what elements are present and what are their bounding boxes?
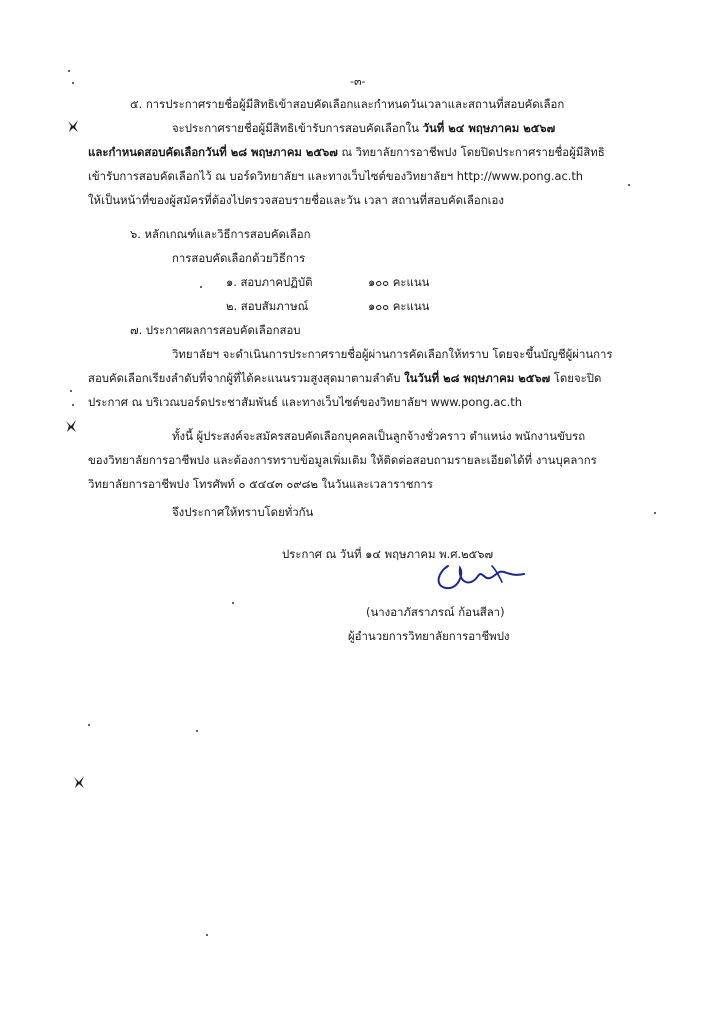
scan-speck — [70, 390, 72, 392]
section-5-line-2-date: และกำหนดสอบคัดเลือกวันที่ ๒๘ พฤษภาคม ๒๕๖๗ — [88, 145, 338, 159]
section-5-line-1-text: จะประกาศรายชื่อผู้มีสิทธิเข้ารับการสอบคัดเลือกใน — [172, 121, 423, 135]
section-5-line-1 — [172, 120, 555, 136]
section-7-line-2-date: ในวันที่ ๒๘ พฤษภาคม ๒๕๖๗ — [404, 371, 551, 385]
section-7-line-1: วิทยาลัยฯ จะดำเนินการประกาศรายชื่อผู้ผ่านการคัดเลือกให้ทราบ โดยจะขึ้นบัญชีผู้ผ่านการ — [172, 347, 613, 361]
section-6-heading: ๖. หลักเกณฑ์และวิธีการสอบคัดเลือก — [130, 227, 311, 241]
method-item-1 — [226, 274, 313, 290]
page-number: -๓- — [350, 75, 366, 88]
scan-speck — [232, 602, 234, 604]
scan-speck — [654, 512, 656, 514]
scan-speck — [72, 82, 74, 84]
scan-speck — [72, 404, 74, 406]
section-7-heading: ๗. ประกาศผลการสอบคัดเลือกสอบ — [130, 323, 301, 337]
announcement-date: ประกาศ ณ วันที่ ๑๔ พฤษภาคม พ.ศ.๒๕๖๗ — [282, 547, 494, 561]
section-5-heading: ๕. การประกาศรายชื่อผู้มีสิทธิเข้าสอบคัดเลือกและกำหนดวันเวลาและสถานที่สอบคัดเลือก — [130, 97, 565, 111]
scan-speck — [206, 934, 208, 936]
closing-line-2: ของวิทยาลัยการอาชีพปง และต้องการทราบข้อมูลเพิ่มเติม ให้ติดต่อสอบถามรายละเอียดได้ที่ งานบุคลากร — [88, 453, 597, 467]
section-5-line-1-date: วันที่ ๒๔ พฤษภาคม ๒๕๖๗ — [422, 121, 556, 135]
signatory-name: (นางอาภัสราภรณ์ ก้อนสีลา) — [366, 605, 505, 619]
method-item-2 — [226, 298, 308, 314]
method-item-2-score: ๑๐๐ คะแนน — [368, 299, 430, 313]
closing-line-1: ทั้งนี้ ผู้ประสงค์จะสมัครสอบคัดเลือกบุคคลเป็นลูกจ้างชั่วคราว ตำแหน่ง พนักงานขับรถ — [172, 429, 586, 443]
scan-speck — [88, 724, 90, 726]
section-5-line-2 — [88, 144, 605, 160]
section-7-line-3: ประกาศ ณ บริเวณบอร์ดประชาสัมพันธ์ และทางเว็บไซต์ของวิทยาลัยฯ www.pong.ac.th — [88, 395, 522, 409]
method-item-label: ๒. สอบสัมภาษณ์ — [226, 299, 309, 313]
method-item-label: ๑. สอบภาคปฏิบัติ — [226, 275, 313, 289]
punch-mark-icon — [66, 118, 80, 134]
section-7-line-2-text: สอบคัดเลือกเรียงลำดับที่จากผู้ที่ได้คะแนนรวมสูงสุดมาตามลำดับ — [88, 371, 405, 385]
punch-mark-icon — [72, 774, 86, 790]
section-5-line-3: เข้ารับการสอบคัดเลือกไว้ ณ บอร์ดวิทยาลัยฯ และทางเว็บไซต์ของวิทยาลัยฯ http://www.pong.ac.th — [88, 169, 584, 183]
section-6-intro: การสอบคัดเลือกด้วยวิธีการ — [172, 251, 306, 265]
scan-speck — [196, 730, 198, 732]
punch-mark-icon — [64, 418, 78, 434]
signatory-title: ผู้อำนวยการวิทยาลัยการอาชีพปง — [348, 629, 510, 643]
scan-speck — [200, 286, 202, 288]
closing-line-3: วิทยาลัยการอาชีพปง โทรศัพท์ ๐ ๕๔๔๓ ๐๙๘๒ ในวันและเวลาราชการ — [88, 477, 433, 491]
handwritten-signature — [430, 558, 540, 594]
section-7-line-2 — [88, 370, 601, 386]
section-7-line-2-tail: โดยจะปิด — [550, 371, 602, 385]
method-item-1-score: ๑๐๐ คะแนน — [368, 275, 430, 289]
section-5-line-2-text: ณ วิทยาลัยการอาชีพปง โดยปิดประกาศรายชื่อผู้มีสิทธิ — [337, 145, 605, 159]
scan-speck — [68, 70, 70, 72]
announce-line: จึงประกาศให้ทราบโดยทั่วกัน — [172, 505, 314, 519]
scan-speck — [628, 184, 630, 186]
section-5-line-4: ให้เป็นหน้าที่ของผู้สมัครที่ต้องไปตรวจสอบรายชื่อและวัน เวลา สถานที่สอบคัดเลือกเอง — [88, 193, 504, 207]
